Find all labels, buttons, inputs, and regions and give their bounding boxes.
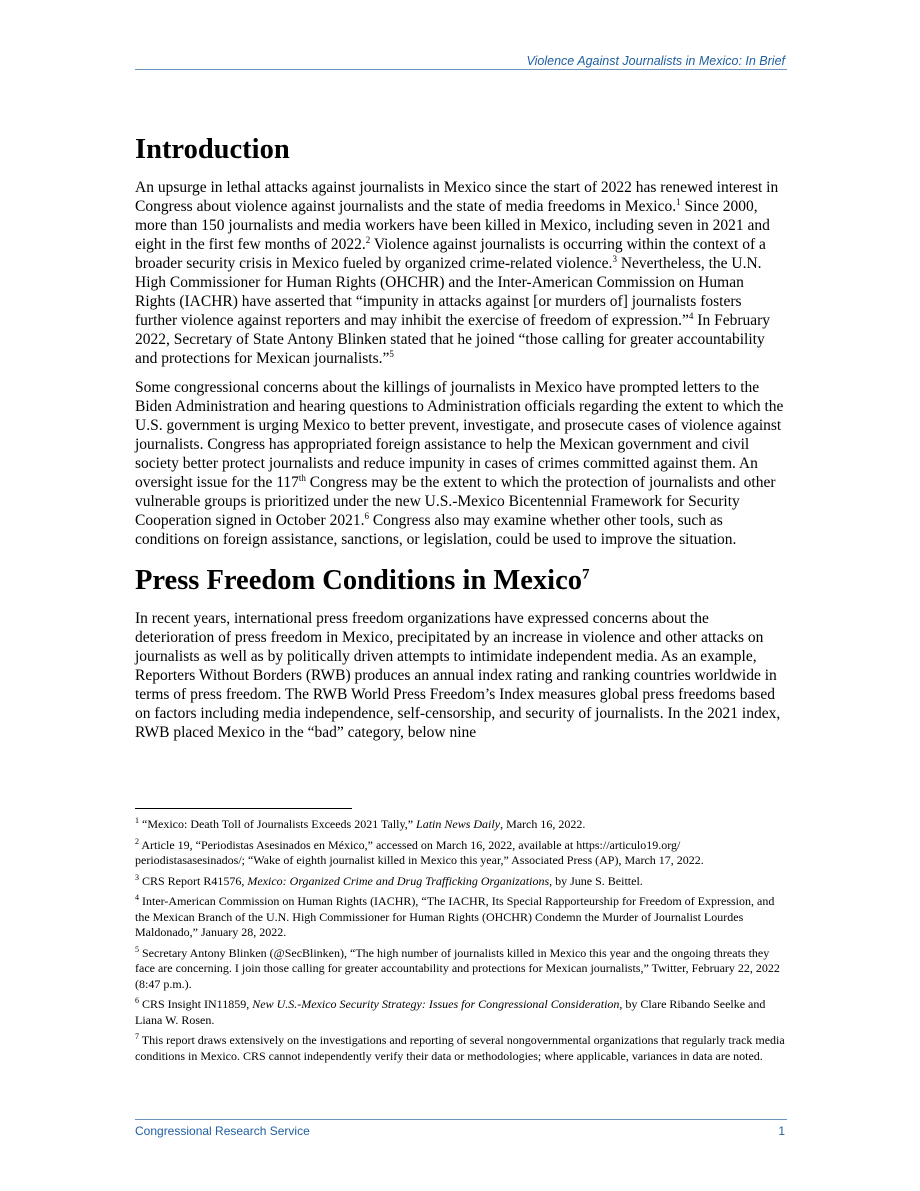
text-run: , by Clare Ribando Seelke and Liana W. Rosen. <box>135 997 766 1027</box>
footnote-ref[interactable]: 3 <box>612 253 617 264</box>
italic-title: New U.S.-Mexico Security Strategy: Issues for Congressional Consideration <box>252 997 620 1011</box>
text-run: , by June S. Beittel. <box>549 873 643 888</box>
footnote-number: 7 <box>135 1032 139 1041</box>
footer-organization: Congressional Research Service <box>135 1124 310 1138</box>
text-run: CRS Insight IN11859, <box>142 997 253 1011</box>
footnote-item <box>135 946 787 993</box>
section-heading-press-freedom <box>135 563 785 599</box>
running-header-title: Violence Against Journalists in Mexico: In Brief <box>526 54 785 68</box>
footnote-item <box>135 997 787 1028</box>
footnote-ref[interactable]: 5 <box>389 348 394 359</box>
footnote-ref[interactable]: 4 <box>688 310 694 321</box>
text-run: , March 16, 2022. <box>500 817 586 831</box>
heading-text: Introduction <box>135 134 290 165</box>
section-heading-introduction <box>135 132 785 168</box>
footnotes-list <box>135 817 787 1069</box>
text-run: Violence against journalists is occurring within the context of a broader security crisis in Mexico fueled by organized crime-related violence. <box>135 236 766 272</box>
italic-title: Latin News Daily <box>416 817 501 831</box>
footnote-ref[interactable]: th <box>298 472 306 483</box>
text-run: This report draws extensively on the investigations and reporting of several nongovernmental organizations that regularly track media conditions in Mexico. CRS cannot independently verify their data or methodologies; where applicable, variances in data are noted. <box>135 1033 785 1063</box>
text-run: In recent years, international press freedom organizations have expressed concerns about the deterioration of press freedom in Mexico, precipitated by an increase in violence and other attacks on journalists as well as by politically driven attempts to intimidate independent media. As an example, Reporters Without Borders (RWB) produces an annual index rating and ranking countries worldwide in terms of press freedom. The RWB World Press Freedom’s Index measures global press freedoms based on factors including media independence, self-censorship, and security of journalists. In the 2021 index, RWB placed Mexico in the “bad” category, below nine <box>135 610 781 741</box>
footnote-ref[interactable]: 2 <box>365 234 371 245</box>
footnote-separator <box>135 808 352 809</box>
header-rule <box>135 69 787 70</box>
text-run: Congress also may examine whether other tools, such as conditions on foreign assistance, sanctions, or legislation, could be used to improve the situation. <box>135 512 737 548</box>
footer-rule <box>135 1119 787 1120</box>
text-run: Since 2000, more than 150 journalists and media workers have been killed in Mexico, including seven in 2021 and eight in the first few months of 2022. <box>135 198 770 253</box>
footnote-ref[interactable]: 6 <box>364 510 369 521</box>
text-run: Inter-American Commission on Human Rights (IACHR), “The IACHR, Its Special Rapporteurship for Freedom of Expression, and the Mexican Branch of the U.N. High Commissioner for Human Rights (OHCHR) Condemn the Murder of Journalist Lourdes Maldonado,” January 28, 2022. <box>135 894 775 939</box>
footnote-number: 6 <box>135 996 139 1005</box>
heading-text: Press Freedom Conditions in Mexico <box>135 565 582 596</box>
body-paragraph <box>135 609 785 742</box>
text-run: An upsurge in lethal attacks against journalists in Mexico since the start of 2022 has renewed interest in Congress about violence against journalists and the state of media freedoms in Mexico. <box>135 179 779 215</box>
text-run: Secretary Antony Blinken (@SecBlinken), “The high number of journalists killed in Mexico this year and the ongoing threats they face are concerning. I join those calling for greater accountability and protections for Mexican journalists,” Twitter, February 22, 2022 (8:47 p.m.). <box>135 945 780 991</box>
text-run: Nevertheless, the U.N. High Commissioner for Human Rights (OHCHR) and the Inter-American Commission on Human Rights (IACHR) have asserted that “impunity in attacks against [or murders of] journalists fosters further violence against reporters and may inhibit the exercise of freedom of expression.” <box>135 255 762 329</box>
footnote-item <box>135 817 787 833</box>
footnote-ref[interactable]: 7 <box>582 566 590 583</box>
text-run: Congress may be the extent to which the protection of journalists and other vulnerable groups is prioritized under the new U.S.-Mexico Bicentennial Framework for Security Cooperation signed in October 2021. <box>135 474 776 529</box>
page-number: 1 <box>778 1124 785 1138</box>
footnote-item <box>135 838 787 869</box>
text-run: CRS Report R41576, <box>142 873 248 888</box>
footnote-item <box>135 874 787 890</box>
footnote-ref[interactable]: 1 <box>676 196 681 207</box>
text-run: In February 2022, Secretary of State Antony Blinken stated that he joined “those calling for greater accountability and protections for Mexican journalists.” <box>135 312 771 367</box>
footnote-item <box>135 894 787 941</box>
footnote-number: 1 <box>135 816 139 825</box>
footnote-item <box>135 1033 787 1064</box>
text-run: Some congressional concerns about the killings of journalists in Mexico have prompted letters to the Biden Administration and hearing questions to Administration officials regarding the extent to which the U.S. government is urging Mexico to better prevent, investigate, and prosecute cases of violence against journalists. Congress has appropriated foreign assistance to help the Mexican government and civil society better protect journalists and reduce impunity in cases of crimes committed against them. An oversight issue for the 117 <box>135 379 784 491</box>
text-run: “Mexico: Death Toll of Journalists Exceeds 2021 Tally,” <box>142 817 417 831</box>
italic-title: Mexico: Organized Crime and Drug Trafficking Organizations <box>247 873 550 888</box>
footnote-number: 5 <box>135 944 139 954</box>
text-run: Article 19, “Periodistas Asesinados en México,” accessed on March 16, 2022, available at https://articulo19.org/ periodistasasesinados/; “Wake of eighth journalist killed in Mexico this year,” Associated Press (AP), March 17, 2022. <box>135 837 704 867</box>
body-paragraph <box>135 378 785 549</box>
body-paragraph <box>135 178 785 368</box>
footnote-number: 4 <box>135 893 139 902</box>
main-content <box>135 132 785 752</box>
footnote-number: 3 <box>135 872 139 882</box>
footnote-number: 2 <box>135 836 139 846</box>
